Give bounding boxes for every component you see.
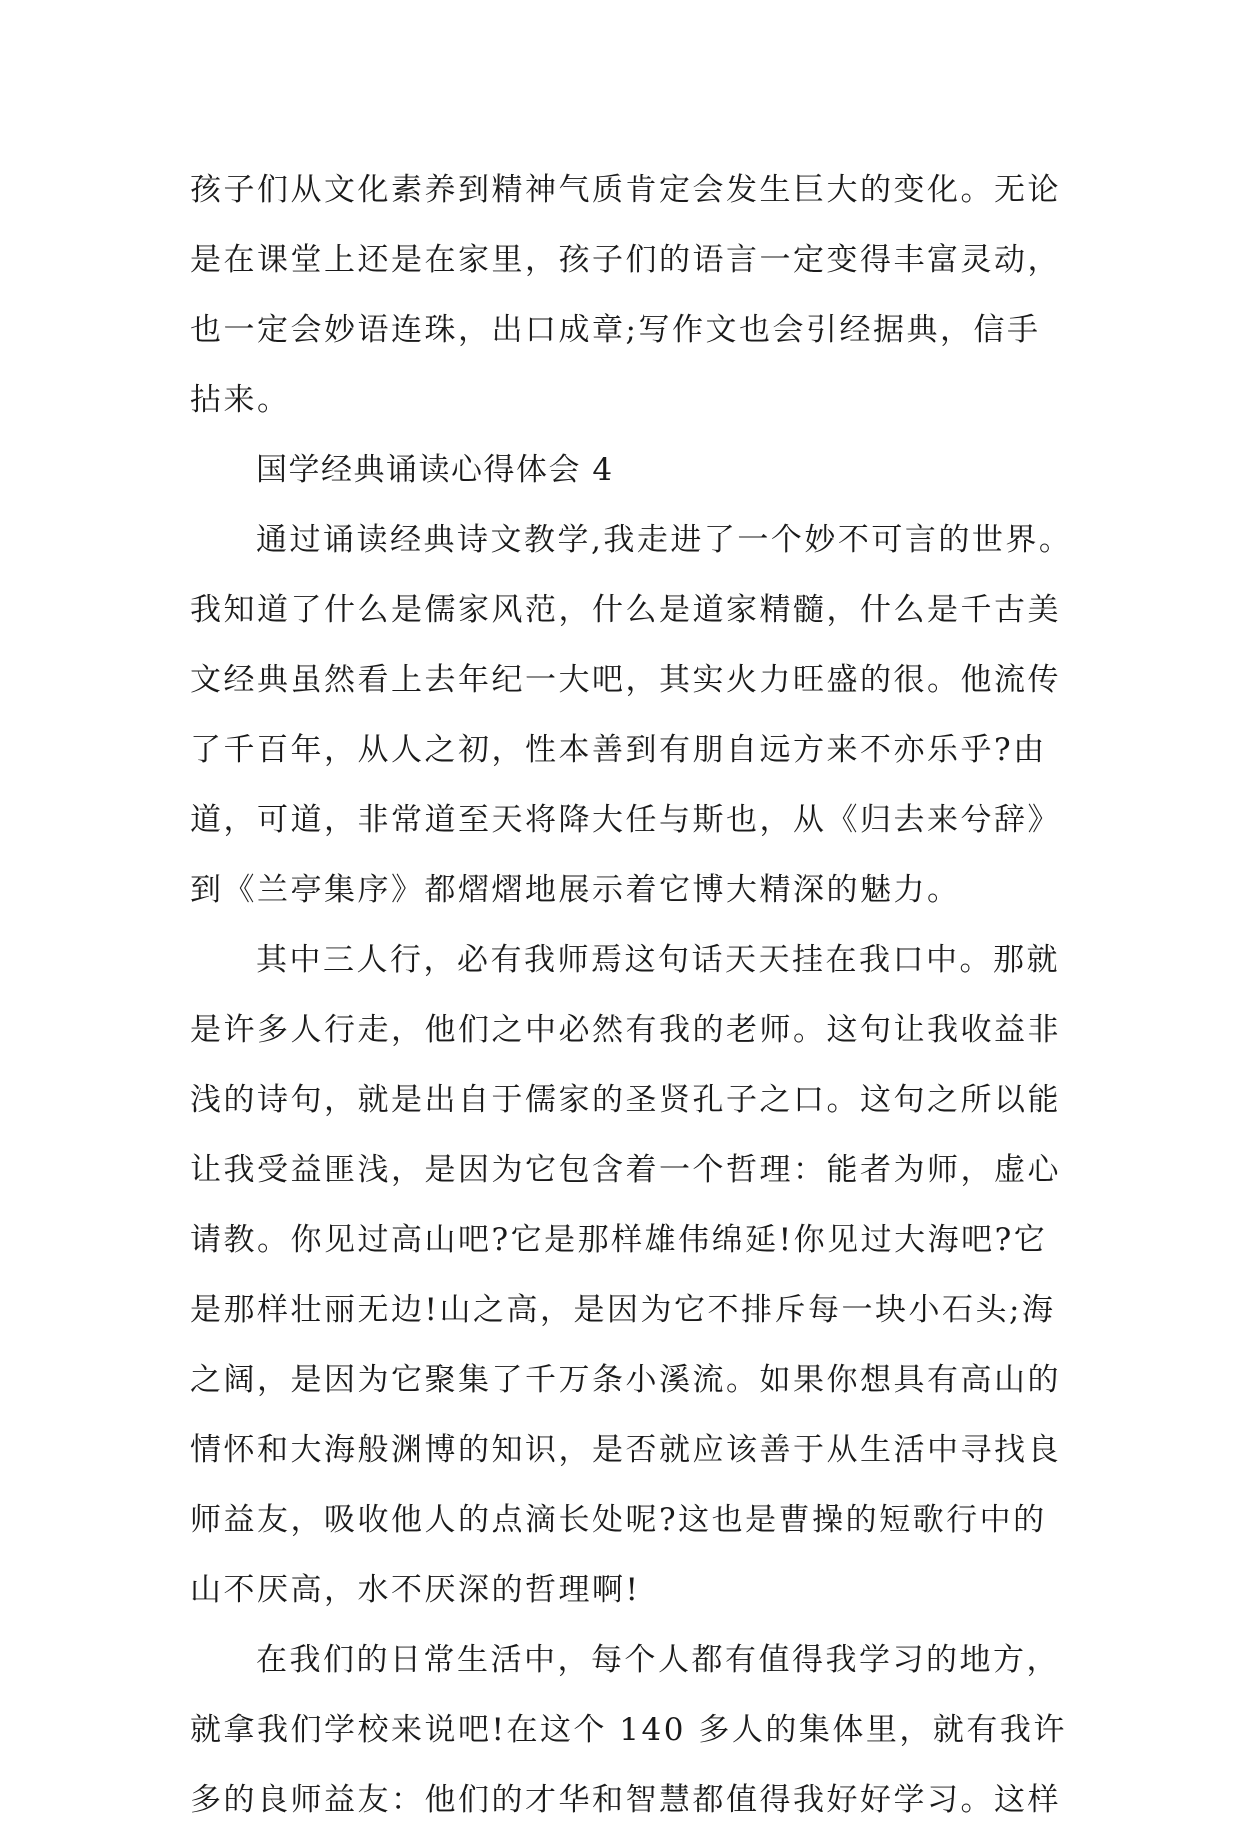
paragraph-line: 通过诵读经典诗文教学,我走进了一个妙不可言的世界。 bbox=[256, 522, 1073, 558]
paragraph-line: 让我受益匪浅，是因为它包含着一个哲理：能者为师，虚心 bbox=[190, 1152, 1061, 1188]
paragraph-line: 多的良师益友：他们的才华和智慧都值得我好好学习。这样 bbox=[190, 1782, 1061, 1818]
paragraph-line: 浅的诗句，就是出自于儒家的圣贤孔子之口。这句之所以能 bbox=[190, 1082, 1061, 1118]
document-body bbox=[190, 155, 1073, 1835]
paragraph-line: 孩子们从文化素养到精神气质肯定会发生巨大的变化。无论 bbox=[190, 172, 1061, 208]
paragraph-line: 是许多人行走，他们之中必然有我的老师。这句让我收益非 bbox=[190, 1012, 1061, 1048]
section-heading-block bbox=[190, 435, 1050, 505]
paragraph-line: 拈来。 bbox=[190, 382, 291, 418]
paragraph bbox=[190, 1625, 1067, 1835]
paragraph-line: 师益友，吸收他人的点滴长处呢?这也是曹操的短歌行中的 bbox=[190, 1502, 1047, 1538]
paragraph-line: 是那样壮丽无边!山之高，是因为它不排斥每一块小石头;海 bbox=[190, 1292, 1056, 1328]
paragraph-line: 请教。你见过高山吧?它是那样雄伟绵延!你见过大海吧?它 bbox=[190, 1222, 1048, 1258]
paragraph-line: 山不厌高，水不厌深的哲理啊! bbox=[190, 1572, 641, 1608]
paragraph-line: 就拿我们学校来说吧!在这个 140 多人的集体里，就有我许 bbox=[190, 1712, 1067, 1748]
paragraph-line: 了千百年，从人之初，性本善到有朋自远方来不亦乐乎?由 bbox=[190, 732, 1047, 768]
paragraph-line: 之阔，是因为它聚集了千万条小溪流。如果你想具有高山的 bbox=[190, 1362, 1061, 1398]
paragraph-line: 文经典虽然看上去年纪一大吧，其实火力旺盛的很。他流传 bbox=[190, 662, 1061, 698]
paragraph-line: 到《兰亭集序》都熠熠地展示着它博大精深的魅力。 bbox=[190, 872, 961, 908]
paragraph bbox=[190, 505, 1073, 925]
paragraph-line: 其中三人行，必有我师焉这句话天天挂在我口中。那就 bbox=[256, 942, 1060, 978]
section-heading: 国学经典诵读心得体会 4 bbox=[256, 452, 614, 488]
paragraph-line: 情怀和大海般渊博的知识，是否就应该善于从生活中寻找良 bbox=[190, 1432, 1061, 1468]
paragraph-line: 也一定会妙语连珠，出口成章;写作文也会引经据典，信手 bbox=[190, 312, 1041, 348]
paragraph-line: 在我们的日常生活中，每个人都有值得我学习的地方， bbox=[256, 1642, 1060, 1678]
paragraph bbox=[190, 925, 1061, 1625]
paragraph-line: 是在课堂上还是在家里，孩子们的语言一定变得丰富灵动， bbox=[190, 242, 1061, 278]
paragraph-line: 我知道了什么是儒家风范，什么是道家精髓，什么是千古美 bbox=[190, 592, 1061, 628]
paragraph bbox=[190, 155, 1061, 435]
paragraph-line: 道，可道，非常道至天将降大任与斯也，从《归去来兮辞》 bbox=[190, 802, 1061, 838]
